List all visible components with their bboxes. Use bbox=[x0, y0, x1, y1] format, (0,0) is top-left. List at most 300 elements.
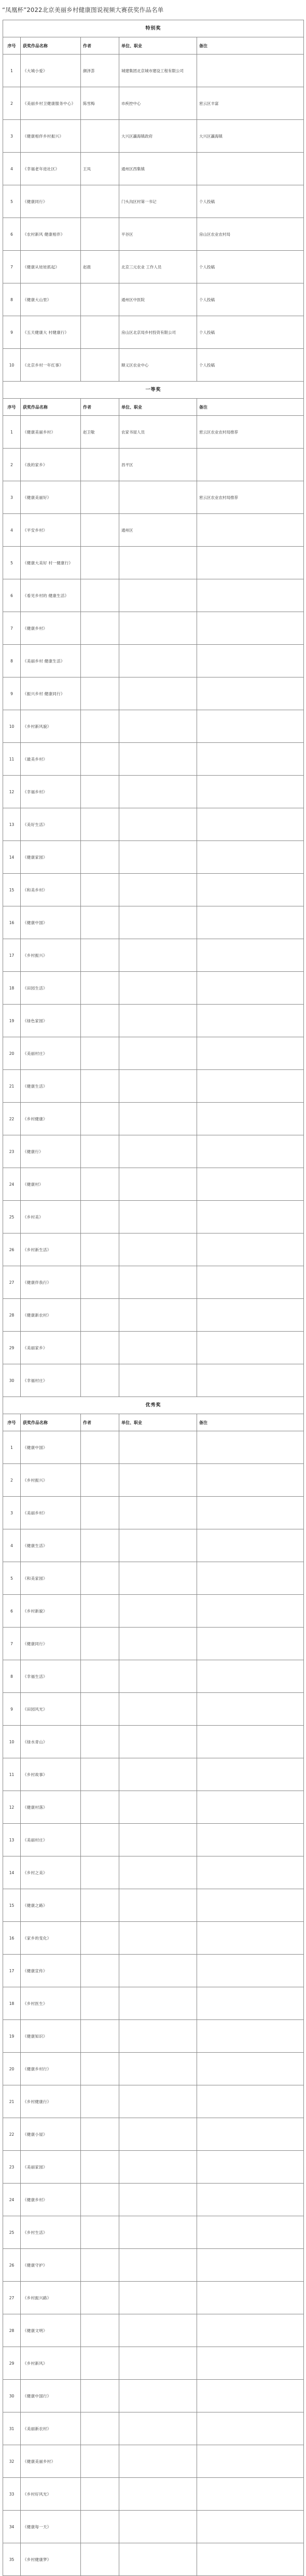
cell-name: 《美丽新农村》 bbox=[21, 2412, 81, 2445]
cell-note bbox=[197, 2053, 304, 2085]
cell-note bbox=[197, 874, 304, 906]
cell-author bbox=[81, 1856, 119, 1889]
cell-author: 陈雪梅 bbox=[81, 87, 119, 120]
table-row bbox=[3, 1628, 304, 1660]
cell-unit bbox=[119, 2184, 197, 2216]
cell-unit bbox=[119, 1431, 197, 1464]
cell-unit bbox=[119, 841, 197, 874]
cell-note bbox=[197, 1497, 304, 1529]
cell-author bbox=[81, 1824, 119, 1856]
table-row bbox=[3, 2085, 304, 2118]
column-header-no: 序号 bbox=[3, 1414, 21, 1431]
cell-unit bbox=[119, 906, 197, 939]
cell-name: 《家乡的变化》 bbox=[21, 1922, 81, 1955]
cell-unit bbox=[119, 1660, 197, 1693]
table-row bbox=[3, 185, 304, 218]
cell-author bbox=[81, 283, 119, 316]
cell-name: 《健康宣传》 bbox=[21, 1955, 81, 1987]
table-row bbox=[3, 218, 304, 251]
cell-no: 16 bbox=[3, 1922, 21, 1955]
column-header-author: 作者 bbox=[81, 399, 119, 416]
table-row bbox=[3, 55, 304, 87]
table-row bbox=[3, 1135, 304, 1168]
cell-unit bbox=[119, 776, 197, 808]
cell-no: 17 bbox=[3, 1955, 21, 1987]
cell-no: 2 bbox=[3, 1464, 21, 1497]
cell-author bbox=[81, 1693, 119, 1726]
table-row bbox=[3, 547, 304, 579]
cell-name: 《幸福乡村》 bbox=[21, 776, 81, 808]
cell-note bbox=[197, 449, 304, 481]
cell-name: 《大城小爱》 bbox=[21, 55, 81, 87]
cell-note bbox=[197, 1103, 304, 1135]
table-row bbox=[3, 579, 304, 612]
cell-no: 20 bbox=[3, 1037, 21, 1070]
cell-note bbox=[197, 2184, 304, 2216]
table-row bbox=[3, 1431, 304, 1464]
cell-unit bbox=[119, 1266, 197, 1299]
cell-name: 《健康伴我行》 bbox=[21, 1266, 81, 1299]
cell-author bbox=[81, 1135, 119, 1168]
cell-note bbox=[197, 1201, 304, 1233]
table-row bbox=[3, 1758, 304, 1791]
cell-note bbox=[197, 1922, 304, 1955]
table-row bbox=[3, 1233, 304, 1266]
cell-name: 《乡村生活》 bbox=[21, 2216, 81, 2249]
cell-no: 12 bbox=[3, 1791, 21, 1824]
table-row bbox=[3, 449, 304, 481]
table-row bbox=[3, 1562, 304, 1595]
cell-author bbox=[81, 1266, 119, 1299]
cell-author bbox=[81, 2543, 119, 2576]
cell-note bbox=[197, 710, 304, 743]
cell-name: 《幸福村庄》 bbox=[21, 1364, 81, 1397]
cell-name: 《农村新风 健康相伴》 bbox=[21, 218, 81, 251]
cell-no: 18 bbox=[3, 1987, 21, 2020]
cell-note bbox=[197, 1726, 304, 1758]
cell-author bbox=[81, 2249, 119, 2282]
section-heading-row bbox=[3, 20, 304, 37]
table-row bbox=[3, 416, 304, 449]
table-row bbox=[3, 1005, 304, 1037]
cell-note bbox=[197, 2216, 304, 2249]
cell-no: 9 bbox=[3, 1693, 21, 1726]
cell-author bbox=[81, 185, 119, 218]
cell-name: 《最美乡村》 bbox=[21, 743, 81, 776]
cell-name: 《乡村振兴》 bbox=[21, 1464, 81, 1497]
table-row bbox=[3, 874, 304, 906]
table-row bbox=[3, 2249, 304, 2282]
cell-note bbox=[197, 1628, 304, 1660]
cell-no: 23 bbox=[3, 1135, 21, 1168]
table-row bbox=[3, 1529, 304, 1562]
cell-author bbox=[81, 2282, 119, 2314]
cell-no: 3 bbox=[3, 1497, 21, 1529]
cell-no: 4 bbox=[3, 514, 21, 547]
cell-author bbox=[81, 2511, 119, 2543]
cell-note bbox=[197, 1856, 304, 1889]
cell-author bbox=[81, 2412, 119, 2445]
table-row bbox=[3, 283, 304, 316]
cell-name: 《北京乡村一年红事》 bbox=[21, 349, 81, 382]
cell-no: 10 bbox=[3, 1726, 21, 1758]
cell-author bbox=[81, 1168, 119, 1201]
cell-no: 21 bbox=[3, 1070, 21, 1103]
cell-note bbox=[197, 1266, 304, 1299]
cell-author bbox=[81, 1529, 119, 1562]
cell-note bbox=[197, 1364, 304, 1397]
table-row bbox=[3, 1791, 304, 1824]
cell-no: 4 bbox=[3, 1529, 21, 1562]
cell-unit bbox=[119, 939, 197, 972]
cell-note bbox=[197, 808, 304, 841]
cell-note bbox=[197, 1595, 304, 1628]
cell-no: 29 bbox=[3, 2347, 21, 2380]
cell-name: 《健康中国》 bbox=[21, 1431, 81, 1464]
cell-name: 《绿水青山》 bbox=[21, 1726, 81, 1758]
cell-note bbox=[197, 1529, 304, 1562]
cell-author bbox=[81, 939, 119, 972]
cell-name: 《绿色家园》 bbox=[21, 1005, 81, 1037]
cell-no: 19 bbox=[3, 1005, 21, 1037]
cell-name: 《乡村新风》 bbox=[21, 2347, 81, 2380]
table-row bbox=[3, 939, 304, 972]
cell-unit bbox=[119, 1726, 197, 1758]
cell-author: 王凤 bbox=[81, 153, 119, 185]
table-row bbox=[3, 1168, 304, 1201]
cell-no: 26 bbox=[3, 2249, 21, 2282]
cell-author bbox=[81, 1070, 119, 1103]
cell-unit: 通州区 bbox=[119, 514, 197, 547]
cell-unit bbox=[119, 1464, 197, 1497]
table-row bbox=[3, 2216, 304, 2249]
column-header-unit: 单位、职业 bbox=[119, 1414, 197, 1431]
column-header-note: 备注 bbox=[197, 37, 304, 55]
cell-name: 《乡村健康》 bbox=[21, 1103, 81, 1135]
cell-name: 《健康同行》 bbox=[21, 1628, 81, 1660]
table-row bbox=[3, 1693, 304, 1726]
cell-no: 15 bbox=[3, 874, 21, 906]
cell-no: 32 bbox=[3, 2445, 21, 2478]
cell-name: 《健康美丽乡村》 bbox=[21, 416, 81, 449]
cell-name: 《幸福生活》 bbox=[21, 1660, 81, 1693]
column-header-name: 获奖作品名称 bbox=[21, 1414, 81, 1431]
section-heading: 优秀奖 bbox=[3, 1397, 304, 1414]
cell-name: 《乡村美》 bbox=[21, 1201, 81, 1233]
cell-no: 1 bbox=[3, 416, 21, 449]
cell-name: 《和美家园》 bbox=[21, 1562, 81, 1595]
table-row bbox=[3, 677, 304, 710]
section-heading: 一等奖 bbox=[3, 382, 304, 399]
cell-unit bbox=[119, 2478, 197, 2511]
cell-author bbox=[81, 2085, 119, 2118]
table-row bbox=[3, 1922, 304, 1955]
cell-unit bbox=[119, 1824, 197, 1856]
cell-name: 《田园风光》 bbox=[21, 1693, 81, 1726]
awards-table bbox=[3, 20, 304, 2576]
cell-author bbox=[81, 1987, 119, 2020]
cell-unit: 顺义区农业中心 bbox=[119, 349, 197, 382]
table-row bbox=[3, 1364, 304, 1397]
cell-no: 11 bbox=[3, 743, 21, 776]
cell-note bbox=[197, 1562, 304, 1595]
cell-no: 8 bbox=[3, 283, 21, 316]
cell-note bbox=[197, 1824, 304, 1856]
cell-note bbox=[197, 1332, 304, 1364]
cell-no: 25 bbox=[3, 1201, 21, 1233]
cell-unit: 通州区西集镇 bbox=[119, 153, 197, 185]
cell-note: 密云区农业农村局推荐 bbox=[197, 481, 304, 514]
column-header-note: 备注 bbox=[197, 1414, 304, 1431]
cell-note bbox=[197, 612, 304, 645]
cell-note: 个人投稿 bbox=[197, 316, 304, 349]
cell-note: 密云区丰富 bbox=[197, 87, 304, 120]
cell-name: 《乡村之美》 bbox=[21, 1856, 81, 1889]
cell-no: 13 bbox=[3, 808, 21, 841]
cell-no: 19 bbox=[3, 2020, 21, 2053]
cell-note bbox=[197, 1660, 304, 1693]
table-row bbox=[3, 2380, 304, 2412]
cell-author bbox=[81, 2216, 119, 2249]
cell-no: 28 bbox=[3, 2314, 21, 2347]
cell-note bbox=[197, 1005, 304, 1037]
table-row bbox=[3, 1889, 304, 1922]
cell-note bbox=[197, 2314, 304, 2347]
cell-author bbox=[81, 612, 119, 645]
cell-unit: 昌平区 bbox=[119, 449, 197, 481]
cell-unit bbox=[119, 1364, 197, 1397]
cell-name: 《乡村新貌》 bbox=[21, 1595, 81, 1628]
cell-no: 22 bbox=[3, 2118, 21, 2151]
table-row bbox=[3, 2412, 304, 2445]
cell-note bbox=[197, 677, 304, 710]
cell-author bbox=[81, 2118, 119, 2151]
cell-no: 26 bbox=[3, 1233, 21, 1266]
cell-unit bbox=[119, 1987, 197, 2020]
table-row bbox=[3, 1037, 304, 1070]
cell-note bbox=[197, 2085, 304, 2118]
table-row bbox=[3, 1332, 304, 1364]
cell-unit bbox=[119, 2249, 197, 2282]
cell-name: 《健康美丽好》 bbox=[21, 481, 81, 514]
cell-name: 《田园生活》 bbox=[21, 972, 81, 1005]
cell-note bbox=[197, 153, 304, 185]
cell-no: 2 bbox=[3, 449, 21, 481]
cell-unit bbox=[119, 1233, 197, 1266]
cell-no: 7 bbox=[3, 612, 21, 645]
cell-unit bbox=[119, 1201, 197, 1233]
table-row bbox=[3, 2053, 304, 2085]
cell-name: 《乡村好风光》 bbox=[21, 2478, 81, 2511]
cell-name: 《健康乡村》 bbox=[21, 2184, 81, 2216]
cell-unit: 房山区北京局乡村投资有限公司 bbox=[119, 316, 197, 349]
cell-no: 9 bbox=[3, 677, 21, 710]
cell-no: 33 bbox=[3, 2478, 21, 2511]
cell-author bbox=[81, 1233, 119, 1266]
cell-author bbox=[81, 1595, 119, 1628]
cell-unit bbox=[119, 1168, 197, 1201]
cell-author bbox=[81, 579, 119, 612]
cell-name: 《健康大山里》 bbox=[21, 283, 81, 316]
section-heading-row bbox=[3, 382, 304, 399]
column-header-author: 作者 bbox=[81, 37, 119, 55]
cell-no: 13 bbox=[3, 1824, 21, 1856]
cell-name: 《健康村》 bbox=[21, 1168, 81, 1201]
cell-no: 17 bbox=[3, 939, 21, 972]
cell-name: 《乡村健康梦》 bbox=[21, 2543, 81, 2576]
cell-name: 《健康美丽乡村》 bbox=[21, 2445, 81, 2478]
cell-no: 30 bbox=[3, 2380, 21, 2412]
cell-author bbox=[81, 1037, 119, 1070]
cell-note bbox=[197, 1135, 304, 1168]
cell-name: 《健康行》 bbox=[21, 1135, 81, 1168]
cell-name: 《乡村振兴路》 bbox=[21, 2282, 81, 2314]
cell-name: 《乡村新风貌》 bbox=[21, 710, 81, 743]
cell-no: 6 bbox=[3, 579, 21, 612]
table-row bbox=[3, 2347, 304, 2380]
document-title: “凤凰杯”2022北京美丽乡村健康图说视频大赛获奖作品名单 bbox=[2, 6, 164, 13]
cell-name: 《美丽家乡》 bbox=[21, 1332, 81, 1364]
table-row bbox=[3, 481, 304, 514]
cell-no: 22 bbox=[3, 1103, 21, 1135]
cell-note bbox=[197, 743, 304, 776]
cell-unit: 门头沟区村第一书记 bbox=[119, 185, 197, 218]
cell-note bbox=[197, 645, 304, 677]
cell-note bbox=[197, 1168, 304, 1201]
cell-note: 个人投稿 bbox=[197, 185, 304, 218]
cell-note bbox=[197, 1070, 304, 1103]
table-row bbox=[3, 2151, 304, 2184]
cell-author bbox=[81, 1562, 119, 1595]
table-row bbox=[3, 2511, 304, 2543]
table-row bbox=[3, 2282, 304, 2314]
table-row bbox=[3, 2445, 304, 2478]
cell-author: 赵晨 bbox=[81, 251, 119, 283]
cell-no: 34 bbox=[3, 2511, 21, 2543]
cell-no: 1 bbox=[3, 1431, 21, 1464]
cell-unit: 城建集团北京城市建设工程有限公司 bbox=[119, 55, 197, 87]
cell-name: 《健康家园》 bbox=[21, 841, 81, 874]
cell-no: 10 bbox=[3, 349, 21, 382]
cell-note: 个人投稿 bbox=[197, 349, 304, 382]
cell-author bbox=[81, 1726, 119, 1758]
table-row bbox=[3, 906, 304, 939]
cell-name: 《健康文明》 bbox=[21, 2314, 81, 2347]
cell-unit bbox=[119, 1332, 197, 1364]
cell-unit bbox=[119, 2085, 197, 2118]
cell-no: 6 bbox=[3, 1595, 21, 1628]
cell-name: 《美丽乡村 健康生活》 bbox=[21, 645, 81, 677]
cell-author bbox=[81, 120, 119, 153]
cell-author bbox=[81, 1889, 119, 1922]
cell-unit bbox=[119, 2511, 197, 2543]
cell-name: 《健康同行》 bbox=[21, 185, 81, 218]
cell-author: 赵卫敬 bbox=[81, 416, 119, 449]
cell-unit bbox=[119, 612, 197, 645]
table-row bbox=[3, 2314, 304, 2347]
cell-author bbox=[81, 1758, 119, 1791]
table-row bbox=[3, 1070, 304, 1103]
cell-no: 14 bbox=[3, 841, 21, 874]
cell-unit bbox=[119, 1889, 197, 1922]
table-row bbox=[3, 2118, 304, 2151]
column-header-note: 备注 bbox=[197, 399, 304, 416]
cell-no: 29 bbox=[3, 1332, 21, 1364]
table-row bbox=[3, 514, 304, 547]
cell-unit bbox=[119, 1693, 197, 1726]
cell-author bbox=[81, 2314, 119, 2347]
cell-no: 1 bbox=[3, 55, 21, 87]
cell-note bbox=[197, 1233, 304, 1266]
cell-unit bbox=[119, 1103, 197, 1135]
cell-note bbox=[197, 2347, 304, 2380]
cell-author bbox=[81, 874, 119, 906]
cell-note: 大兴区瀛海镇 bbox=[197, 120, 304, 153]
cell-note: 个人投稿 bbox=[197, 251, 304, 283]
table-row bbox=[3, 776, 304, 808]
cell-author bbox=[81, 2478, 119, 2511]
cell-note: 密云区农业农村局推荐 bbox=[197, 416, 304, 449]
cell-unit bbox=[119, 1562, 197, 1595]
cell-author bbox=[81, 1464, 119, 1497]
cell-unit bbox=[119, 2151, 197, 2184]
cell-name: 《看见乡村的 健康生活》 bbox=[21, 579, 81, 612]
cell-unit bbox=[119, 2216, 197, 2249]
cell-note bbox=[197, 906, 304, 939]
cell-author bbox=[81, 1660, 119, 1693]
cell-no: 8 bbox=[3, 1660, 21, 1693]
cell-unit bbox=[119, 2020, 197, 2053]
cell-no: 5 bbox=[3, 1562, 21, 1595]
cell-author bbox=[81, 841, 119, 874]
cell-author bbox=[81, 906, 119, 939]
cell-unit bbox=[119, 1955, 197, 1987]
cell-no: 11 bbox=[3, 1758, 21, 1791]
cell-note bbox=[197, 1431, 304, 1464]
table-row bbox=[3, 2478, 304, 2511]
table-row bbox=[3, 1595, 304, 1628]
cell-no: 3 bbox=[3, 481, 21, 514]
cell-no: 31 bbox=[3, 2412, 21, 2445]
cell-name: 《美丽乡村》 bbox=[21, 1497, 81, 1529]
cell-name: 《乡村新生活》 bbox=[21, 1233, 81, 1266]
cell-author bbox=[81, 1201, 119, 1233]
column-header-name: 获奖作品名称 bbox=[21, 37, 81, 55]
cell-unit bbox=[119, 1595, 197, 1628]
cell-unit bbox=[119, 1005, 197, 1037]
cell-unit: 大兴区瀛海镇政府 bbox=[119, 120, 197, 153]
cell-no: 7 bbox=[3, 1628, 21, 1660]
table-row bbox=[3, 1299, 304, 1332]
cell-author bbox=[81, 1955, 119, 1987]
cell-note bbox=[197, 2511, 304, 2543]
table-row bbox=[3, 2020, 304, 2053]
cell-unit bbox=[119, 2412, 197, 2445]
cell-note bbox=[197, 2543, 304, 2576]
cell-no: 6 bbox=[3, 218, 21, 251]
cell-unit bbox=[119, 1856, 197, 1889]
cell-author bbox=[81, 1332, 119, 1364]
cell-no: 20 bbox=[3, 2053, 21, 2085]
cell-author bbox=[81, 645, 119, 677]
table-row bbox=[3, 1201, 304, 1233]
table-row bbox=[3, 349, 304, 382]
cell-no: 18 bbox=[3, 972, 21, 1005]
table-row bbox=[3, 1497, 304, 1529]
cell-author bbox=[81, 2184, 119, 2216]
cell-no: 12 bbox=[3, 776, 21, 808]
awards-table-body bbox=[3, 20, 304, 2576]
